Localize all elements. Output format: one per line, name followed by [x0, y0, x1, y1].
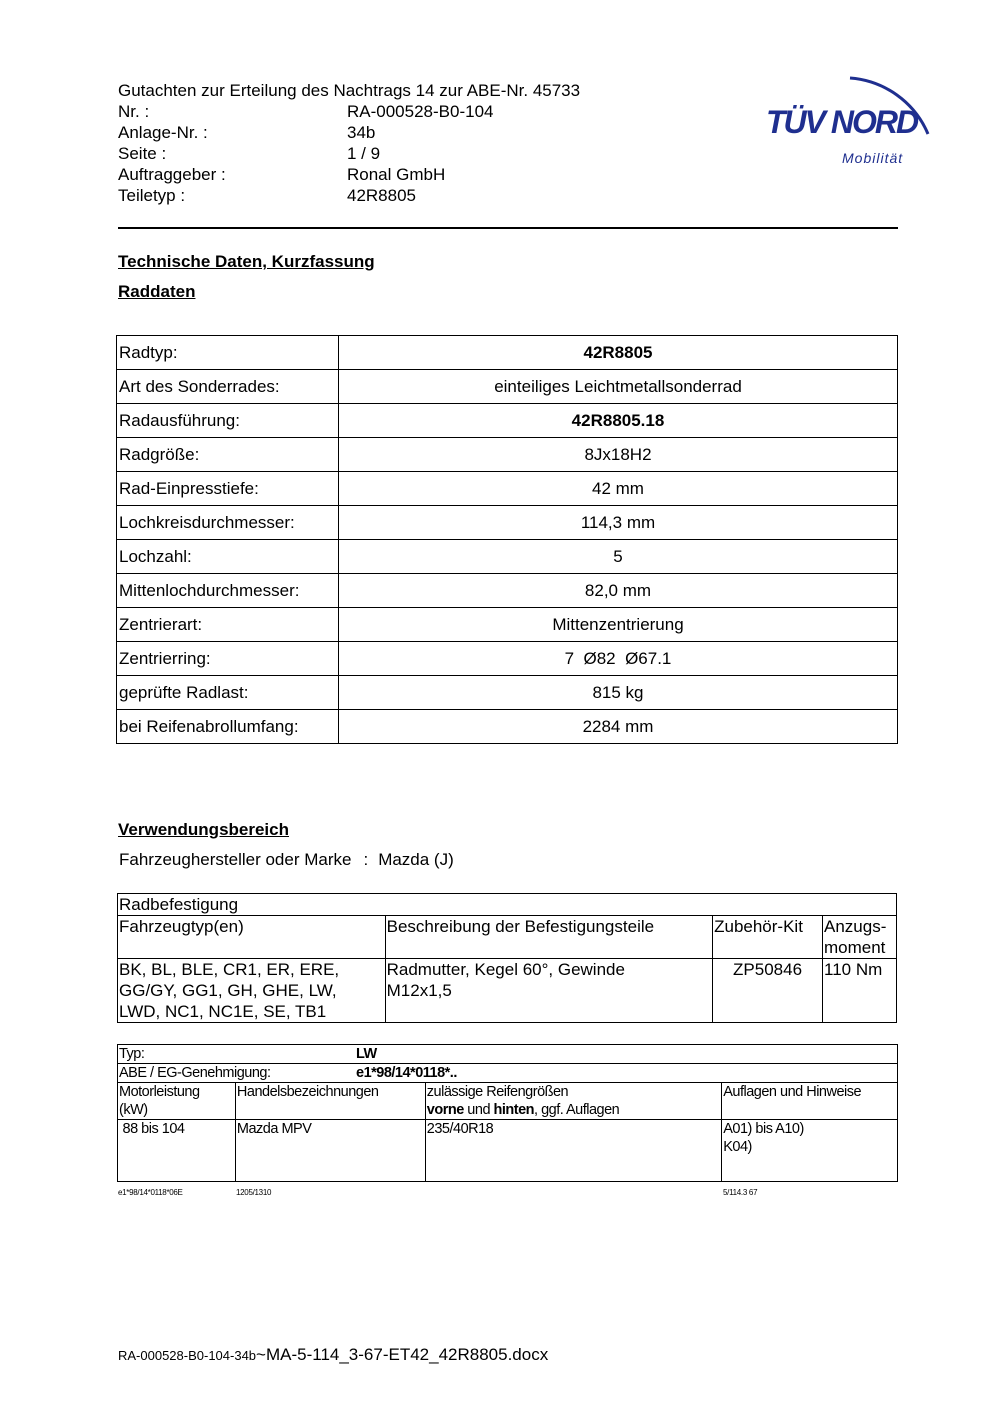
- document-title: Gutachten zur Erteilung des Nachtrags 14 zur ABE-Nr. 45733: [118, 81, 581, 100]
- cell-line: A01) bis A10): [723, 1121, 804, 1137]
- header-value: Ronal GmbH: [347, 165, 446, 184]
- row-label: Zentrierring:: [117, 642, 339, 676]
- row-value: 2284 mm: [339, 710, 898, 744]
- tyre-size-cell: 235/40R18: [425, 1120, 721, 1182]
- abe-cell: [118, 1064, 898, 1083]
- row-value: 42R8805: [339, 336, 898, 370]
- table-title: Radbefestigung: [118, 894, 897, 916]
- cell-line: M12x1,5: [386, 981, 452, 1000]
- header-row-nr: [118, 101, 580, 122]
- table-row: [117, 336, 898, 370]
- logo-brand: TÜV NORD: [766, 104, 918, 140]
- small-code: 1205/1310: [236, 1188, 272, 1197]
- table-header-row: [118, 916, 897, 959]
- typ-cell: [118, 1045, 898, 1064]
- tuv-nord-logo: [760, 56, 945, 176]
- fastening-description-cell: [385, 959, 712, 1023]
- table-row: [117, 676, 898, 710]
- typ-row: [118, 1045, 898, 1064]
- row-label: Zentrierart:: [117, 608, 339, 642]
- header-line: zulässige Reifengrößen: [426, 1084, 569, 1100]
- cell-line: GG/GY, GG1, GH, GHE, LW,: [119, 981, 337, 1000]
- header-key: Anlage-Nr. :: [118, 123, 208, 142]
- column-header: Zubehör-Kit: [713, 916, 823, 959]
- torque-cell: 110 Nm: [823, 959, 897, 1023]
- manufacturer-value: Mazda (J): [378, 850, 454, 869]
- header-key: Auftraggeber :: [118, 165, 226, 184]
- row-label: Lochkreisdurchmesser:: [117, 506, 339, 540]
- row-value: 42 mm: [339, 472, 898, 506]
- row-value: 815 kg: [339, 676, 898, 710]
- section-heading-raddaten: Raddaten: [118, 282, 196, 301]
- row-label: Radtyp:: [117, 336, 339, 370]
- section-heading-verwendung: Verwendungsbereich: [118, 820, 289, 839]
- table-row: [117, 710, 898, 744]
- cell-line: K04): [723, 1139, 752, 1155]
- abe-row: [118, 1064, 898, 1083]
- row-value: 5: [339, 540, 898, 574]
- header-vorne: vorne: [426, 1102, 464, 1118]
- table-row: [117, 472, 898, 506]
- table-row: [117, 506, 898, 540]
- table-row: [117, 608, 898, 642]
- header-value: 34b: [347, 123, 376, 142]
- footer-filename: ~MA-5-114_3-67-ET42_42R8805.docx: [256, 1345, 549, 1364]
- abe-value: e1*98/14*0118*..: [356, 1065, 457, 1081]
- abe-label: ABE / EG-Genehmigung:: [119, 1065, 271, 1081]
- table-header-row: [118, 1083, 898, 1120]
- document-header: [118, 80, 580, 206]
- table-row: [117, 642, 898, 676]
- typ-label: Typ:: [119, 1046, 145, 1062]
- vehicle-types-cell: [118, 959, 386, 1023]
- column-header-moment: [823, 916, 897, 959]
- small-code: e1*98/14*0118*06E: [118, 1188, 183, 1197]
- column-header-power: [118, 1083, 236, 1120]
- header-line: Motorleistung: [119, 1084, 200, 1100]
- header-line: [427, 1101, 720, 1119]
- logo-subtitle: Mobilität: [842, 150, 904, 166]
- accessory-kit-cell: ZP50846: [713, 959, 823, 1023]
- section-heading-kurzfassung: Technische Daten, Kurzfassung: [118, 252, 375, 271]
- row-label: Mittenlochdurchmesser:: [117, 574, 339, 608]
- table-row: [117, 540, 898, 574]
- table-row: [117, 574, 898, 608]
- row-label: geprüfte Radlast:: [117, 676, 339, 710]
- header-line: (kW): [119, 1102, 148, 1118]
- header-row-anlage: [118, 122, 580, 143]
- row-value: 7 Ø82 Ø67.1: [339, 642, 898, 676]
- manufacturer-label: Fahrzeughersteller oder Marke: [119, 850, 352, 869]
- column-header: Auflagen und Hinweise: [722, 1083, 898, 1120]
- header-rest: , ggf. Auflagen: [534, 1102, 620, 1118]
- row-value: Mittenzentrierung: [339, 608, 898, 642]
- header-key: Nr. :: [118, 102, 150, 121]
- column-header: Beschreibung der Befestigungsteile: [385, 916, 712, 959]
- cell-line: LWD, NC1, NC1E, SE, TB1: [119, 1002, 327, 1021]
- row-label: Radausführung:: [117, 404, 339, 438]
- manufacturer-line: [119, 850, 454, 870]
- footer-prefix: RA-000528-B0-104-34b: [118, 1348, 257, 1363]
- row-value: 82,0 mm: [339, 574, 898, 608]
- header-divider: [118, 227, 898, 229]
- table-row: [117, 438, 898, 472]
- header-und: und: [463, 1102, 494, 1118]
- header-row-teiletyp: [118, 185, 580, 206]
- column-header: Handelsbezeichnungen: [235, 1083, 425, 1120]
- table-row: [117, 404, 898, 438]
- row-value: 42R8805.18: [339, 404, 898, 438]
- vehicle-type-table: [117, 1044, 898, 1182]
- header-line: moment: [824, 938, 886, 957]
- row-label: Rad-Einpresstiefe:: [117, 472, 339, 506]
- trade-name-cell: Mazda MPV: [235, 1120, 425, 1182]
- cell-line: BK, BL, BLE, CR1, ER, ERE,: [119, 960, 340, 979]
- cell-line: Radmutter, Kegel 60°, Gewinde: [386, 960, 625, 979]
- header-key: Seite :: [118, 144, 167, 163]
- row-label: Lochzahl:: [117, 540, 339, 574]
- small-code: 5/114.3 67: [723, 1188, 758, 1197]
- row-label: Radgröße:: [117, 438, 339, 472]
- typ-value: LW: [356, 1046, 377, 1062]
- table-row: [117, 370, 898, 404]
- header-row-seite: [118, 143, 580, 164]
- table-row: [118, 959, 897, 1023]
- table-title-row: [118, 894, 897, 916]
- raddaten-table: [116, 335, 898, 744]
- column-header: Fahrzeugtyp(en): [118, 916, 386, 959]
- radbefestigung-table: [117, 893, 897, 1023]
- header-line: Anzugs-: [824, 917, 887, 936]
- document-footer: [118, 1345, 548, 1365]
- table-row: [118, 1120, 898, 1182]
- power-cell: 88 bis 104: [118, 1120, 236, 1182]
- row-value: 8Jx18H2: [339, 438, 898, 472]
- row-value: 114,3 mm: [339, 506, 898, 540]
- row-label: bei Reifenabrollumfang:: [117, 710, 339, 744]
- header-value: 1 / 9: [347, 144, 381, 163]
- header-row-auftraggeber: [118, 164, 580, 185]
- header-value: 42R8805: [347, 186, 417, 205]
- row-value: einteiliges Leichtmetallsonderrad: [339, 370, 898, 404]
- header-key: Teiletyp :: [118, 186, 186, 205]
- row-label: Art des Sonderrades:: [117, 370, 339, 404]
- manufacturer-separator: :: [363, 850, 369, 869]
- column-header-tyres: [425, 1083, 721, 1120]
- header-hinten: hinten: [493, 1102, 535, 1118]
- notes-cell: [722, 1120, 898, 1182]
- header-value: RA-000528-B0-104: [347, 102, 494, 121]
